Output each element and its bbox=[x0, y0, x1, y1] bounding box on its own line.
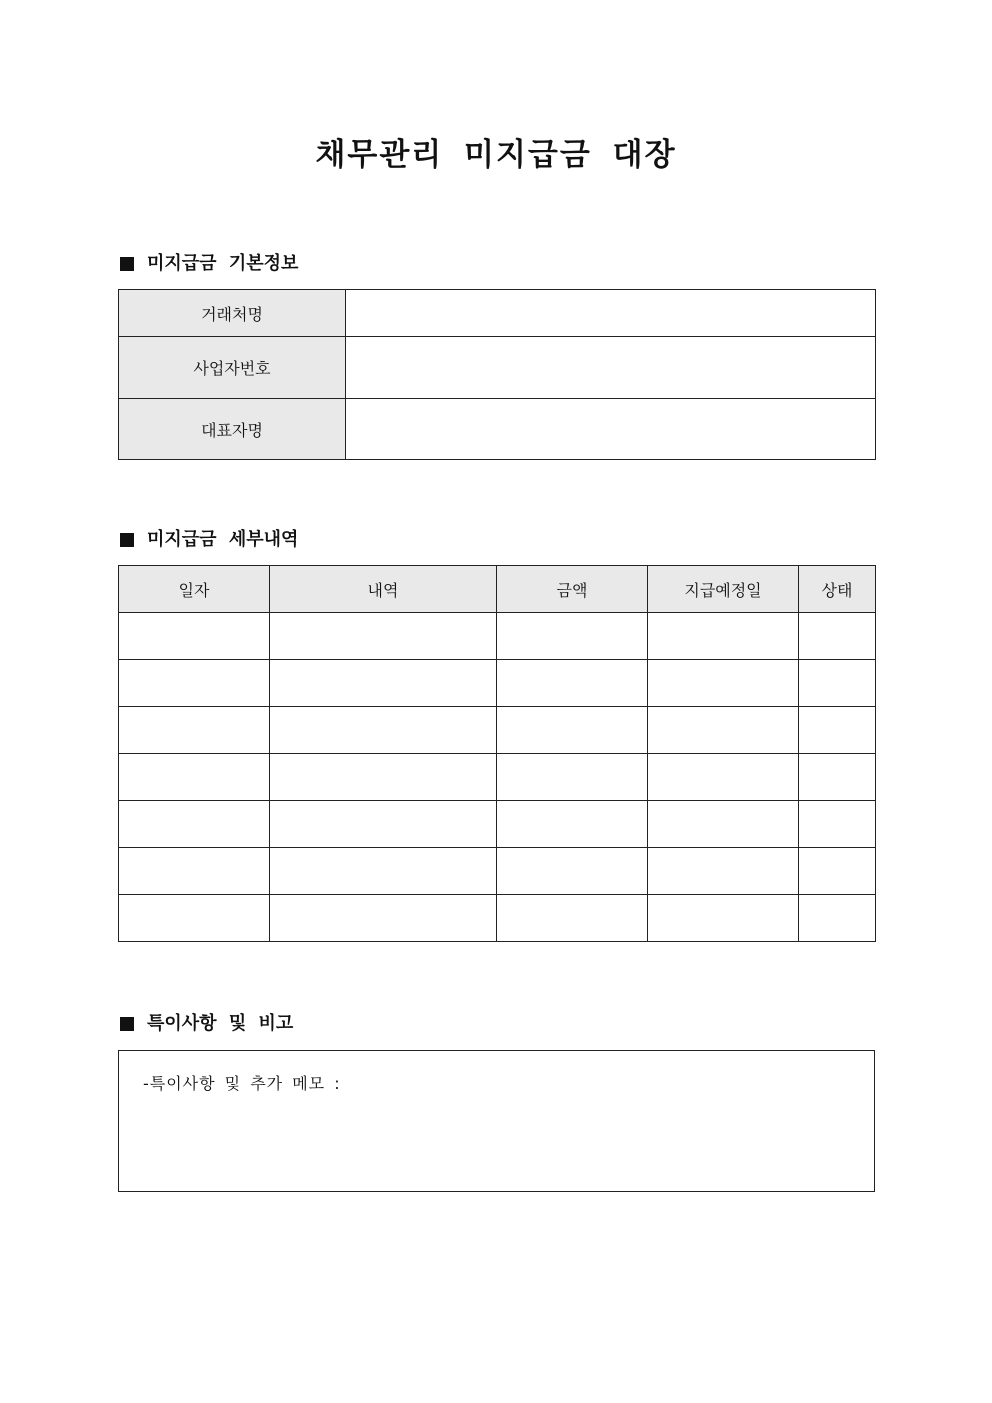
due-date-cell[interactable] bbox=[648, 801, 799, 848]
section-heading-notes bbox=[118, 1011, 293, 1037]
table-row bbox=[119, 801, 876, 848]
date-cell[interactable] bbox=[119, 895, 270, 942]
square-bullet-icon bbox=[120, 533, 134, 547]
description-cell[interactable] bbox=[270, 754, 497, 801]
table-row bbox=[119, 848, 876, 895]
amount-cell[interactable] bbox=[497, 707, 648, 754]
amount-cell[interactable] bbox=[497, 848, 648, 895]
status-cell[interactable] bbox=[799, 895, 876, 942]
description-cell[interactable] bbox=[270, 848, 497, 895]
business-number-field[interactable] bbox=[346, 337, 876, 399]
label-business-number: 사업자번호 bbox=[119, 337, 346, 399]
column-header-due-date: 지급예정일 bbox=[648, 566, 799, 613]
label-client-name: 거래처명 bbox=[119, 290, 346, 337]
label-representative-name: 대표자명 bbox=[119, 399, 346, 460]
representative-name-field[interactable] bbox=[346, 399, 876, 460]
table-row bbox=[119, 660, 876, 707]
client-name-field[interactable] bbox=[346, 290, 876, 337]
square-bullet-icon bbox=[120, 1017, 134, 1031]
due-date-cell[interactable] bbox=[648, 613, 799, 660]
section-heading-text: 특이사항 및 비고 bbox=[147, 1013, 294, 1034]
table-row bbox=[119, 754, 876, 801]
status-cell[interactable] bbox=[799, 754, 876, 801]
date-cell[interactable] bbox=[119, 801, 270, 848]
due-date-cell[interactable] bbox=[648, 707, 799, 754]
table-row bbox=[119, 613, 876, 660]
page-title: 채무관리 미지급금 대장 bbox=[315, 137, 677, 173]
amount-cell[interactable] bbox=[497, 895, 648, 942]
column-header-status: 상태 bbox=[799, 566, 876, 613]
amount-cell[interactable] bbox=[497, 754, 648, 801]
table-row bbox=[119, 707, 876, 754]
table-header-row bbox=[119, 566, 876, 613]
column-header-date: 일자 bbox=[119, 566, 270, 613]
column-header-amount: 금액 bbox=[497, 566, 648, 613]
description-cell[interactable] bbox=[270, 801, 497, 848]
date-cell[interactable] bbox=[119, 707, 270, 754]
status-cell[interactable] bbox=[799, 707, 876, 754]
date-cell[interactable] bbox=[119, 754, 270, 801]
description-cell[interactable] bbox=[270, 707, 497, 754]
section-heading-text: 미지급금 세부내역 bbox=[147, 529, 299, 550]
description-cell[interactable] bbox=[270, 895, 497, 942]
status-cell[interactable] bbox=[799, 660, 876, 707]
due-date-cell[interactable] bbox=[648, 848, 799, 895]
amount-cell[interactable] bbox=[497, 801, 648, 848]
description-cell[interactable] bbox=[270, 660, 497, 707]
due-date-cell[interactable] bbox=[648, 754, 799, 801]
table-row bbox=[119, 290, 876, 337]
date-cell[interactable] bbox=[119, 660, 270, 707]
status-cell[interactable] bbox=[799, 848, 876, 895]
description-cell[interactable] bbox=[270, 613, 497, 660]
status-cell[interactable] bbox=[799, 613, 876, 660]
table-row bbox=[119, 337, 876, 399]
column-header-description: 내역 bbox=[270, 566, 497, 613]
due-date-cell[interactable] bbox=[648, 895, 799, 942]
status-cell[interactable] bbox=[799, 801, 876, 848]
amount-cell[interactable] bbox=[497, 613, 648, 660]
basic-info-table bbox=[118, 289, 876, 460]
memo-box[interactable] bbox=[118, 1050, 875, 1192]
amount-cell[interactable] bbox=[497, 660, 648, 707]
section-heading-text: 미지급금 기본정보 bbox=[147, 253, 299, 274]
due-date-cell[interactable] bbox=[648, 660, 799, 707]
date-cell[interactable] bbox=[119, 848, 270, 895]
table-row bbox=[119, 895, 876, 942]
section-heading-basic-info bbox=[118, 251, 298, 277]
memo-text: -특이사항 및 추가 메모 : bbox=[143, 1074, 341, 1093]
date-cell[interactable] bbox=[119, 613, 270, 660]
table-row bbox=[119, 399, 876, 460]
section-heading-details bbox=[118, 527, 298, 553]
details-table bbox=[118, 565, 876, 942]
square-bullet-icon bbox=[120, 257, 134, 271]
